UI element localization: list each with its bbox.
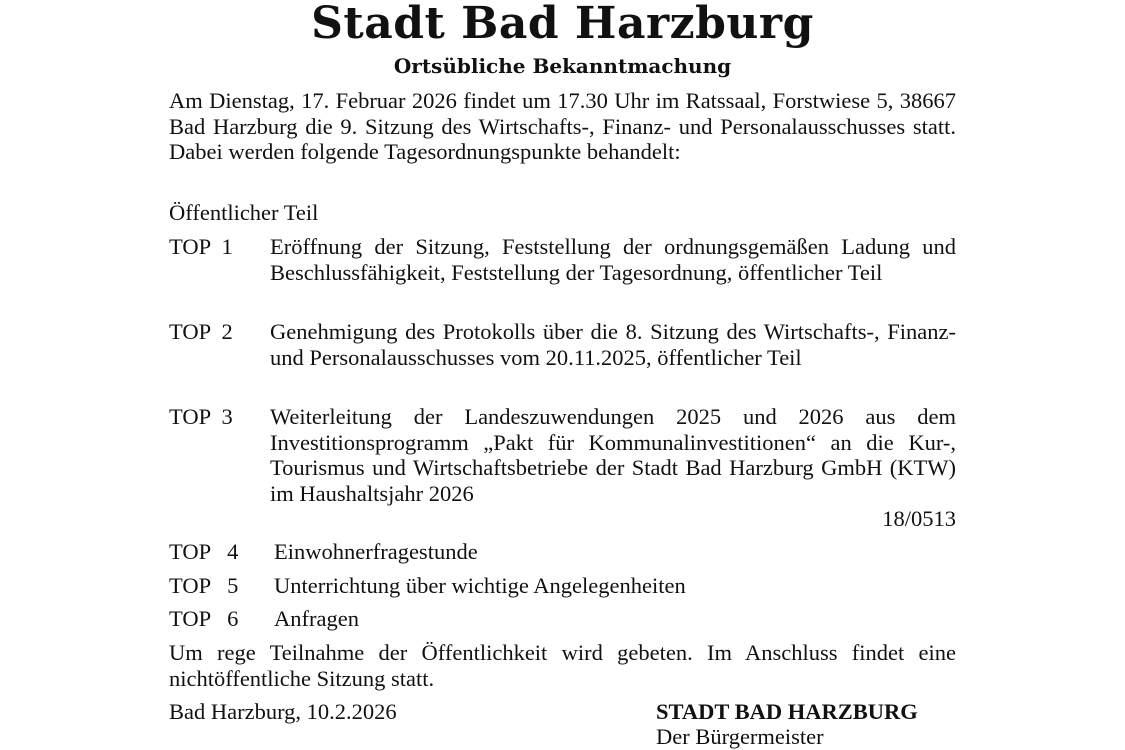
place-and-date: Bad Harzburg, 10.2.2026 — [169, 699, 397, 724]
agenda-item-text: Unterrichtung über wichtige Angelegenheiten — [274, 573, 686, 598]
agenda-item-label: TOP 2 — [169, 319, 233, 344]
signatory-role: Der Bürgermeister — [656, 724, 824, 749]
agenda-item-reference: 18/0513 — [882, 506, 956, 531]
section-heading: Öffentlicher Teil — [169, 200, 319, 225]
agenda-item-text: Anfragen — [274, 606, 359, 631]
document-title: Stadt Bad Harzburg — [311, 0, 814, 49]
agenda-item-text: Einwohnerfragestunde — [274, 539, 478, 564]
agenda-item-label: TOP 1 — [169, 234, 233, 259]
signatory-organization: STADT BAD HARZBURG — [656, 699, 918, 724]
agenda-item-text: Eröffnung der Sitzung, Feststellung der ordnungsgemäßen Ladung und Beschlussfähigkeit, Feststellung der Tagesordnung, öffentlicher Teil — [270, 234, 956, 285]
agenda-item-label: TOP 3 — [169, 404, 233, 429]
document-subtitle: Ortsübliche Bekanntmachung — [393, 54, 732, 78]
closing-paragraph: Um rege Teilnahme der Öffentlichkeit wird gebeten. Im Anschluss findet eine nichtöffentliche Sitzung statt. — [169, 640, 956, 691]
agenda-item-label: TOP 6 — [169, 606, 239, 631]
agenda-item-label: TOP 4 — [169, 539, 239, 564]
intro-paragraph: Am Dienstag, 17. Februar 2026 findet um 17.30 Uhr im Ratssaal, Forstwiese 5, 38667 Bad Harzburg die 9. Sitzung des Wirtschafts-, Finanz- und Personalausschusses statt. Dabei werden folgende Tagesordnungspunkte behandelt: — [169, 88, 956, 164]
agenda-item-text: Genehmigung des Protokolls über die 8. Sitzung des Wirtschafts-, Finanz- und Personalausschusses vom 20.11.2025, öffentlicher Teil — [270, 319, 956, 370]
agenda-item-label: TOP 5 — [169, 573, 239, 598]
announcement-page — [169, 0, 956, 750]
agenda-item-text: Weiterleitung der Landeszuwendungen 2025 und 2026 aus dem Investitionsprogramm „Pakt für Kommunalinvestitionen“ an die Kur-, Tourismus und Wirtschaftsbetriebe der Stadt Bad Harzburg GmbH (KTW) im Haushaltsjahr 2026 — [270, 404, 956, 506]
